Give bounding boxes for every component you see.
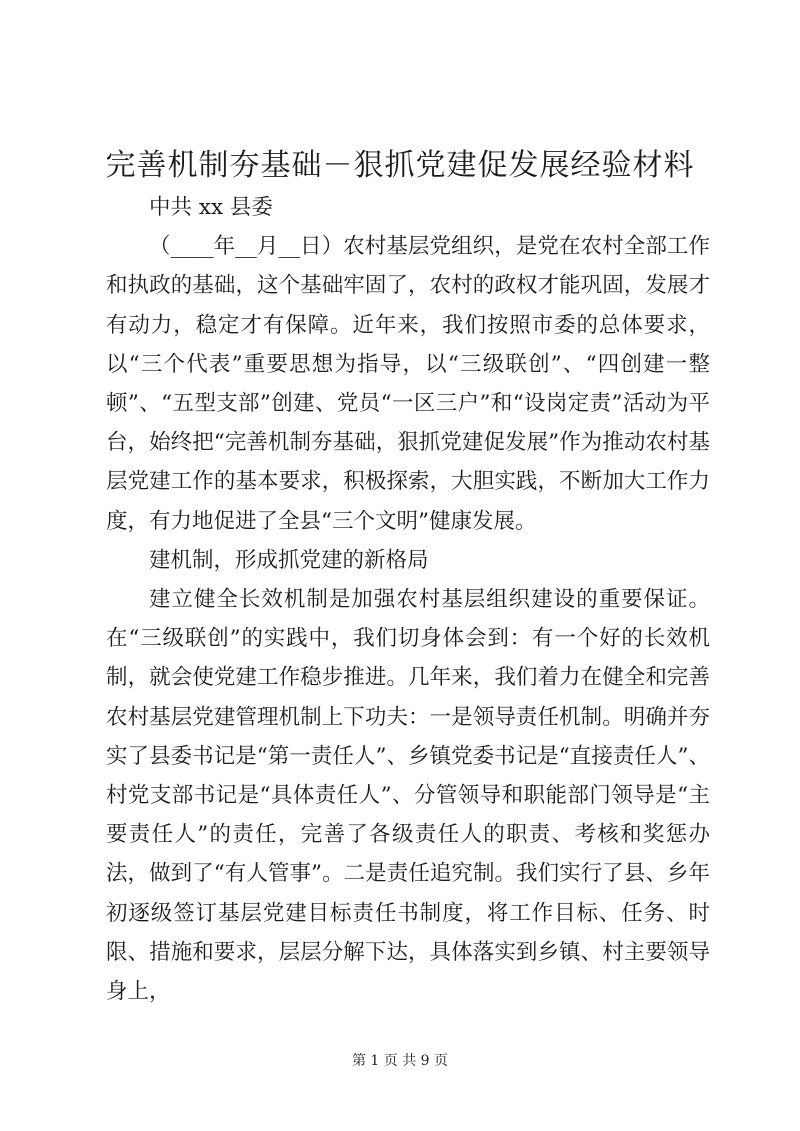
document-title: 完善机制夯基础－狠抓党建促发展经验材料 <box>105 148 695 183</box>
document-body <box>106 188 710 1011</box>
paragraph-intro: （____年__月__日）农村基层党组织，是党在农村全部工作和执政的基础，这个基础牢固了，农村的政权才能巩固，发展才有动力，稳定才有保障。近年来，我们按照市委的总体要求，以“三个代表”重要思想为指导，以“三级联创”、“四创建一整顿”、“五型支部”创建、党员“一区三户”和“设岗定责”活动为平台，始终把“完善机制夯基础，狠抓党建促发展”作为推动农村基层党建工作的基本要求，积极探索，大胆实践，不断加大工作力度，有力地促进了全县“三个文明”健康发展。 <box>106 234 710 534</box>
author-line: 中共 xx 县委 <box>149 195 273 220</box>
section-heading: 建机制，形成抓党建的新格局 <box>149 547 429 573</box>
paragraph-mechanism: 建立健全长效机制是加强农村基层组织建设的重要保证。在“三级联创”的实践中，我们切身体会到：有一个好的长效机制，就会使党建工作稳步推进。几年来，我们着力在健全和完善农村基层党建管理机制上下功夫：一是领导责任机制。明确并夯实了县委书记是“第一责任人”、乡镇党委书记是“直接责任人”、村党支部书记是“具体责任人”、分管领导和职能部门领导是“主要责任人”的责任，完善了各级责任人的职责、考核和奖惩办法，做到了“有人管事”。二是责任追究制。我们实行了县、乡年初逐级签订基层党建目标责任书制度，将工作目标、任务、时限、措施和要求，层层分解下达，具体落实到乡镇、村主要领导身上， <box>106 587 710 1005</box>
page-footer: 第 1 页 共 9 页 <box>351 1053 449 1069</box>
